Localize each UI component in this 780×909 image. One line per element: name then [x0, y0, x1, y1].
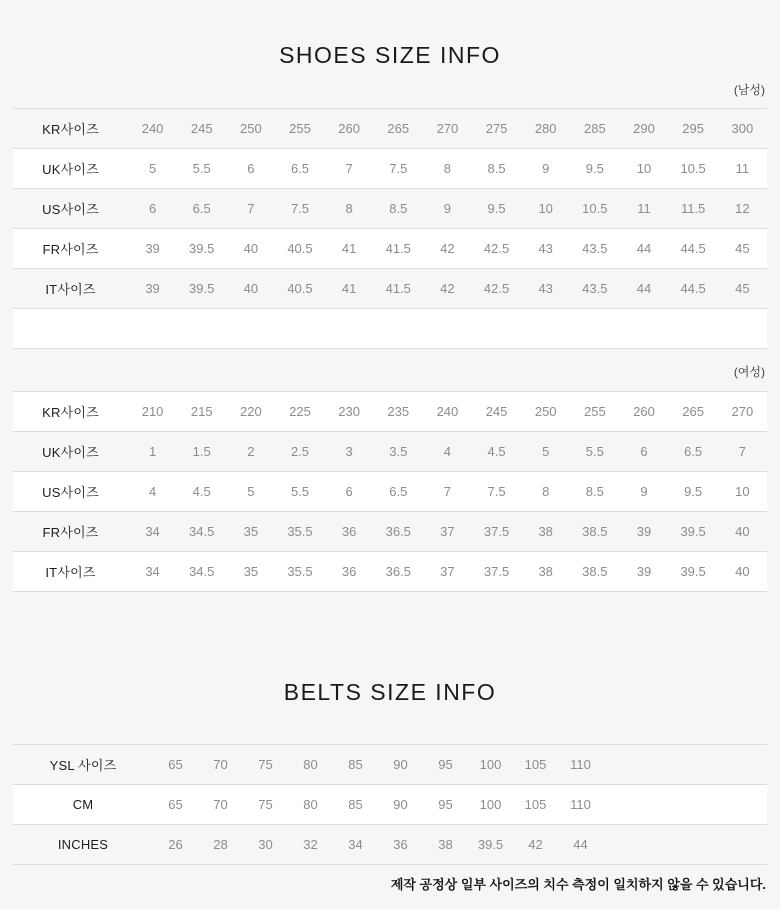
size-value-cell: 42.5	[483, 281, 510, 296]
filler-cell	[603, 745, 767, 785]
size-value-cell: 6.5	[192, 201, 211, 216]
size-value-cell: 215	[190, 404, 213, 419]
size-value-cell: 260	[633, 404, 655, 419]
size-value-cell: 42	[528, 837, 543, 852]
size-value-cell: 90	[393, 797, 408, 812]
size-value-cell: 39	[145, 241, 160, 256]
size-value-cell: 2	[247, 444, 255, 459]
size-value-cell: 37.5	[483, 564, 510, 579]
row-label: INCHES	[57, 837, 109, 852]
size-value-cell: 7	[345, 161, 353, 176]
size-value-cell: 10.5	[680, 161, 706, 176]
size-value-cell: 40	[243, 241, 259, 256]
size-value-cell: 105	[524, 797, 547, 812]
size-value-cell: 7.5	[487, 484, 506, 499]
size-value-cell: 75	[258, 797, 273, 812]
size-value-cell: 28	[213, 837, 228, 852]
size-value-cell: 75	[258, 757, 273, 772]
size-value-cell: 37.5	[483, 524, 510, 539]
size-value-cell: 37	[440, 524, 455, 539]
size-value-cell: 42	[440, 241, 455, 256]
size-value-cell: 5.5	[192, 161, 211, 176]
size-value-cell: 39.5	[189, 241, 215, 256]
size-value-cell: 7.5	[290, 201, 310, 216]
size-table-row	[13, 189, 767, 229]
size-value-cell: 39.5	[680, 564, 706, 579]
size-value-cell: 45	[735, 241, 750, 256]
size-value-cell: 41	[341, 241, 357, 256]
size-value-cell: 36.5	[385, 524, 411, 539]
size-value-cell: 260	[338, 121, 360, 136]
shoes-size-info-title: SHOES SIZE INFO	[279, 42, 501, 68]
size-value-cell: 265	[682, 404, 704, 419]
size-value-cell: 41	[341, 281, 357, 296]
size-table-row	[13, 512, 767, 552]
size-value-cell: 70	[213, 757, 228, 772]
size-value-cell: 95	[438, 797, 453, 812]
size-value-cell: 70	[213, 797, 228, 812]
size-value-cell: 6.5	[389, 484, 408, 499]
size-value-cell: 210	[141, 404, 164, 419]
size-value-cell: 9.5	[684, 484, 703, 499]
size-value-cell: 270	[731, 404, 754, 419]
size-value-cell: 9.5	[585, 161, 604, 176]
size-value-cell: 11	[735, 161, 750, 176]
row-label: YSL 사이즈	[49, 758, 117, 773]
size-value-cell: 36	[393, 837, 408, 852]
size-value-cell: 1	[148, 444, 157, 459]
size-value-cell: 39.5	[680, 524, 706, 539]
filler-cell	[603, 825, 767, 865]
size-value-cell: 10	[735, 484, 750, 499]
size-value-cell: 245	[485, 404, 508, 419]
empty-cell	[13, 309, 767, 349]
size-value-cell: 7	[443, 484, 452, 499]
size-value-cell: 300	[731, 121, 754, 136]
size-value-cell: 34.5	[189, 564, 215, 579]
size-value-cell: 30	[258, 837, 273, 852]
size-value-cell: 39	[145, 281, 160, 296]
row-label: KR사이즈	[42, 405, 99, 420]
size-table-row	[13, 149, 767, 189]
size-value-cell: 295	[682, 121, 704, 136]
belts-size-table	[13, 744, 767, 865]
size-value-cell: 105	[524, 757, 547, 772]
size-value-cell: 6	[247, 161, 255, 176]
size-value-cell: 5.5	[585, 444, 604, 459]
gender-caption-women: (여성)	[733, 365, 765, 379]
row-label: UK사이즈	[42, 445, 99, 460]
row-label: US사이즈	[42, 485, 99, 500]
size-value-cell: 35.5	[287, 564, 313, 579]
size-value-cell: 8.5	[585, 484, 604, 499]
size-value-cell: 5	[247, 484, 255, 499]
row-label: KR사이즈	[42, 122, 99, 137]
size-value-cell: 44.5	[680, 241, 706, 256]
size-value-cell: 100	[479, 797, 502, 812]
row-label: IT사이즈	[45, 565, 96, 580]
size-value-cell: 275	[485, 121, 508, 136]
size-value-cell: 39	[636, 564, 652, 579]
size-value-cell: 6	[640, 444, 648, 459]
size-value-cell: 26	[168, 837, 183, 852]
size-value-cell: 10	[636, 161, 652, 176]
size-value-cell: 255	[289, 121, 311, 136]
size-value-cell: 10	[538, 201, 553, 216]
size-value-cell: 6.5	[290, 161, 310, 176]
size-value-cell: 270	[436, 121, 459, 136]
size-value-cell: 44	[573, 837, 588, 852]
size-value-cell: 40.5	[287, 241, 313, 256]
row-label: UK사이즈	[42, 162, 99, 177]
size-value-cell: 110	[570, 757, 591, 772]
size-value-cell: 280	[534, 121, 557, 136]
size-value-cell: 85	[348, 797, 363, 812]
size-value-cell: 40	[735, 524, 750, 539]
size-value-cell: 5	[148, 161, 157, 176]
size-value-cell: 250	[534, 404, 557, 419]
size-value-cell: 38	[538, 524, 553, 539]
size-value-cell: 90	[393, 757, 408, 772]
size-value-cell: 8	[443, 161, 452, 176]
size-value-cell: 44	[636, 241, 652, 256]
size-value-cell: 95	[438, 757, 453, 772]
size-value-cell: 3	[345, 444, 353, 459]
size-value-cell: 40.5	[287, 281, 313, 296]
row-label: IT사이즈	[45, 282, 96, 297]
size-table-row	[13, 785, 767, 825]
size-value-cell: 11.5	[680, 201, 706, 216]
size-value-cell: 80	[303, 797, 318, 812]
mens-shoe-size-table	[13, 108, 767, 349]
size-value-cell: 4.5	[192, 484, 211, 499]
size-value-cell: 34	[145, 524, 160, 539]
size-value-cell: 285	[583, 121, 606, 136]
size-value-cell: 10.5	[582, 201, 608, 216]
size-value-cell: 9.5	[487, 201, 506, 216]
size-value-cell: 38.5	[582, 564, 608, 579]
size-value-cell: 43.5	[582, 281, 608, 296]
size-value-cell: 34	[348, 837, 363, 852]
size-value-cell: 43.5	[582, 241, 608, 256]
size-value-cell: 6	[148, 201, 157, 216]
size-value-cell: 6	[345, 484, 353, 499]
size-table-row	[13, 229, 767, 269]
size-value-cell: 44	[636, 281, 652, 296]
size-value-cell: 6.5	[684, 444, 703, 459]
size-value-cell: 8.5	[487, 161, 506, 176]
size-value-cell: 39	[636, 524, 652, 539]
size-value-cell: 34.5	[189, 524, 215, 539]
size-value-cell: 7	[738, 444, 746, 459]
size-value-cell: 240	[436, 404, 459, 419]
size-value-cell: 220	[240, 404, 262, 419]
size-value-cell: 100	[479, 757, 502, 772]
size-value-cell: 265	[387, 121, 410, 136]
size-value-cell: 35.5	[287, 524, 313, 539]
size-value-cell: 235	[387, 404, 410, 419]
empty-row	[13, 309, 767, 349]
size-value-cell: 35	[243, 564, 259, 579]
size-value-cell: 230	[338, 404, 360, 419]
size-value-cell: 8	[542, 484, 550, 499]
size-value-cell: 39.5	[189, 281, 215, 296]
size-table-row	[13, 432, 767, 472]
size-value-cell: 38.5	[582, 524, 608, 539]
size-value-cell: 11	[637, 201, 651, 216]
womens-shoe-size-table	[13, 391, 767, 592]
size-value-cell: 80	[303, 757, 318, 772]
size-value-cell: 85	[348, 757, 363, 772]
production-tolerance-note: 제작 공정상 일부 사이즈의 치수 측정이 일치하지 않을 수 있습니다.	[390, 877, 766, 892]
size-value-cell: 32	[303, 837, 318, 852]
size-value-cell: 255	[583, 404, 606, 419]
size-value-cell: 36.5	[385, 564, 411, 579]
size-value-cell: 37	[440, 564, 455, 579]
row-label: FR사이즈	[42, 242, 99, 257]
size-value-cell: 245	[190, 121, 213, 136]
size-value-cell: 5.5	[290, 484, 310, 499]
size-value-cell: 225	[289, 404, 311, 419]
size-table-row	[13, 109, 767, 149]
size-value-cell: 35	[243, 524, 259, 539]
size-value-cell: 40	[735, 564, 750, 579]
size-value-cell: 36	[341, 564, 357, 579]
size-value-cell: 44.5	[680, 281, 706, 296]
size-value-cell: 8.5	[389, 201, 408, 216]
size-value-cell: 4	[148, 484, 157, 499]
gender-caption-men: (남성)	[733, 83, 765, 97]
size-value-cell: 290	[633, 121, 655, 136]
row-label: CM	[72, 797, 94, 812]
size-value-cell: 34	[145, 564, 160, 579]
size-value-cell: 65	[168, 757, 183, 772]
size-value-cell: 36	[341, 524, 357, 539]
size-value-cell: 42	[440, 281, 455, 296]
row-label: US사이즈	[42, 202, 99, 217]
belts-size-info-title: BELTS SIZE INFO	[283, 679, 497, 705]
size-value-cell: 4.5	[487, 444, 506, 459]
size-value-cell: 9	[640, 484, 648, 499]
size-value-cell: 41.5	[385, 281, 411, 296]
size-value-cell: 8	[345, 201, 353, 216]
size-value-cell: 45	[735, 281, 750, 296]
size-value-cell: 41.5	[385, 241, 411, 256]
size-value-cell: 38	[538, 564, 553, 579]
size-value-cell: 43	[538, 281, 553, 296]
size-value-cell: 38	[438, 837, 453, 852]
size-table-row	[13, 269, 767, 309]
size-value-cell: 5	[542, 444, 550, 459]
filler-cell	[603, 785, 767, 825]
size-value-cell: 40	[243, 281, 259, 296]
size-value-cell: 1.5	[192, 444, 211, 459]
size-value-cell: 7.5	[389, 161, 408, 176]
row-label: FR사이즈	[42, 525, 99, 540]
size-value-cell: 3.5	[389, 444, 408, 459]
size-table-row	[13, 472, 767, 512]
size-table-row	[13, 392, 767, 432]
size-value-cell: 9	[542, 161, 550, 176]
size-table-row	[13, 745, 767, 785]
size-value-cell: 4	[443, 444, 452, 459]
size-value-cell: 250	[240, 121, 262, 136]
size-value-cell: 7	[247, 201, 255, 216]
size-value-cell: 42.5	[483, 241, 510, 256]
size-table-row	[13, 552, 767, 592]
size-table-row	[13, 825, 767, 865]
size-value-cell: 110	[570, 797, 591, 812]
size-value-cell: 12	[735, 201, 750, 216]
size-value-cell: 240	[141, 121, 164, 136]
size-value-cell: 9	[443, 201, 452, 216]
size-value-cell: 65	[168, 797, 183, 812]
size-value-cell: 2.5	[290, 444, 310, 459]
size-value-cell: 39.5	[477, 837, 504, 852]
size-value-cell: 43	[538, 241, 553, 256]
